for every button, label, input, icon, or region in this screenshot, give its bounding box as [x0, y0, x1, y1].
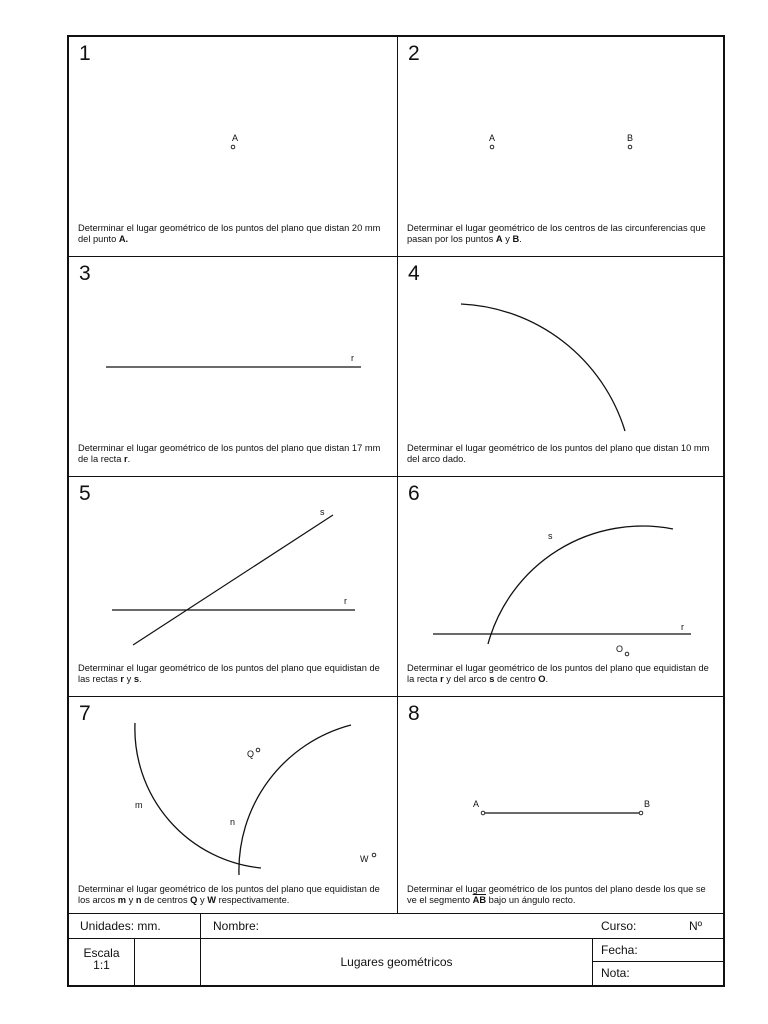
problem-3 — [69, 257, 398, 477]
problem-description: Determinar el lugar geométrico de los puntos del plano que distan 10 mm del arco dado. — [407, 443, 710, 464]
problem-description: Determinar el lugar geométrico de los puntos del plano que equidistan de los arcos m y n de centros Q y W respectivamente. — [78, 884, 380, 905]
problem-description: Determinar el lugar geométrico de los puntos del plano que equidistan de la recta r y del arco s de centro O. — [407, 663, 709, 684]
given-arc — [461, 304, 625, 431]
units-cell — [69, 914, 201, 939]
problem-number: 4 — [408, 262, 420, 285]
point-a-label: A — [473, 799, 480, 809]
line-r-label: r — [681, 622, 684, 632]
course-label: Curso: — [601, 919, 637, 933]
date-cell[interactable] — [593, 939, 723, 962]
problem-7 — [69, 697, 398, 913]
problem-description: Determinar el lugar geométrico de los puntos del plano desde los que se ve el segmento $\overline{AB}$ bajo un ángulo recto. — [407, 884, 706, 905]
center-q-label: Q — [247, 749, 255, 759]
center-o-label: O — [616, 644, 624, 654]
problem-number: 7 — [79, 702, 91, 725]
scale-label: Escala — [83, 946, 120, 960]
point-a-label: A — [489, 133, 496, 143]
line-r-label: r — [351, 353, 354, 363]
line-s — [133, 515, 333, 645]
arc-n — [239, 725, 351, 875]
blank-cell — [135, 939, 201, 986]
center-q — [256, 748, 260, 752]
line-r-label: r — [344, 596, 347, 606]
point-a — [490, 145, 494, 149]
problem-7-figure — [69, 697, 398, 913]
number-label: Nº — [689, 919, 703, 933]
center-w-label: W — [360, 854, 369, 864]
subject-title: Lugares geométricos — [340, 955, 453, 969]
problem-description: Determinar el lugar geométrico de los centros de las circunferencias que pasan por los puntos A y B. — [407, 223, 706, 244]
date-label: Fecha: — [601, 943, 638, 957]
problem-number: 5 — [79, 482, 91, 505]
point-b-label: B — [644, 799, 651, 809]
name-cell[interactable] — [201, 914, 723, 939]
grade-label: Nota: — [601, 966, 630, 980]
scale-value: 1:1 — [93, 958, 110, 972]
problem-description: Determinar el lugar geométrico de los puntos del plano que distan 17 mm de la recta r. — [78, 443, 381, 464]
center-o — [625, 652, 629, 656]
arc-m-label: m — [135, 800, 143, 810]
arc-s-label: s — [548, 531, 553, 541]
scale-cell — [69, 939, 135, 986]
problem-number: 8 — [408, 702, 420, 725]
problem-1 — [69, 37, 398, 257]
problem-8-figure — [398, 697, 723, 913]
problem-number: 1 — [79, 42, 91, 65]
grade-cell[interactable] — [593, 962, 723, 986]
problem-5 — [69, 477, 398, 697]
title-block — [69, 913, 723, 986]
problem-2 — [398, 37, 723, 257]
problem-number: 6 — [408, 482, 420, 505]
exercise-sheet — [67, 35, 725, 987]
line-s-label: s — [320, 507, 325, 517]
point-a — [481, 811, 485, 815]
units-label: Unidades: mm. — [80, 919, 161, 933]
arc-s — [488, 526, 673, 644]
point-b — [639, 811, 643, 815]
arc-n-label: n — [230, 817, 236, 827]
center-w — [372, 853, 376, 857]
point-b — [628, 145, 632, 149]
problem-description: Determinar el lugar geométrico de los puntos del plano que equidistan de las rectas r y s. — [78, 663, 380, 684]
problem-8 — [398, 697, 723, 913]
subject-cell — [201, 939, 593, 986]
point-b-label: B — [627, 133, 634, 143]
problem-4 — [398, 257, 723, 477]
problem-6 — [398, 477, 723, 697]
problem-number: 2 — [408, 42, 420, 65]
point-a — [231, 145, 235, 149]
name-label: Nombre: — [213, 919, 260, 933]
point-a-label: A — [232, 133, 239, 143]
problem-description: Determinar el lugar geométrico de los puntos del plano que distan 20 mm del punto A. — [78, 223, 381, 244]
problem-number: 3 — [79, 262, 91, 285]
arc-m — [135, 723, 261, 868]
